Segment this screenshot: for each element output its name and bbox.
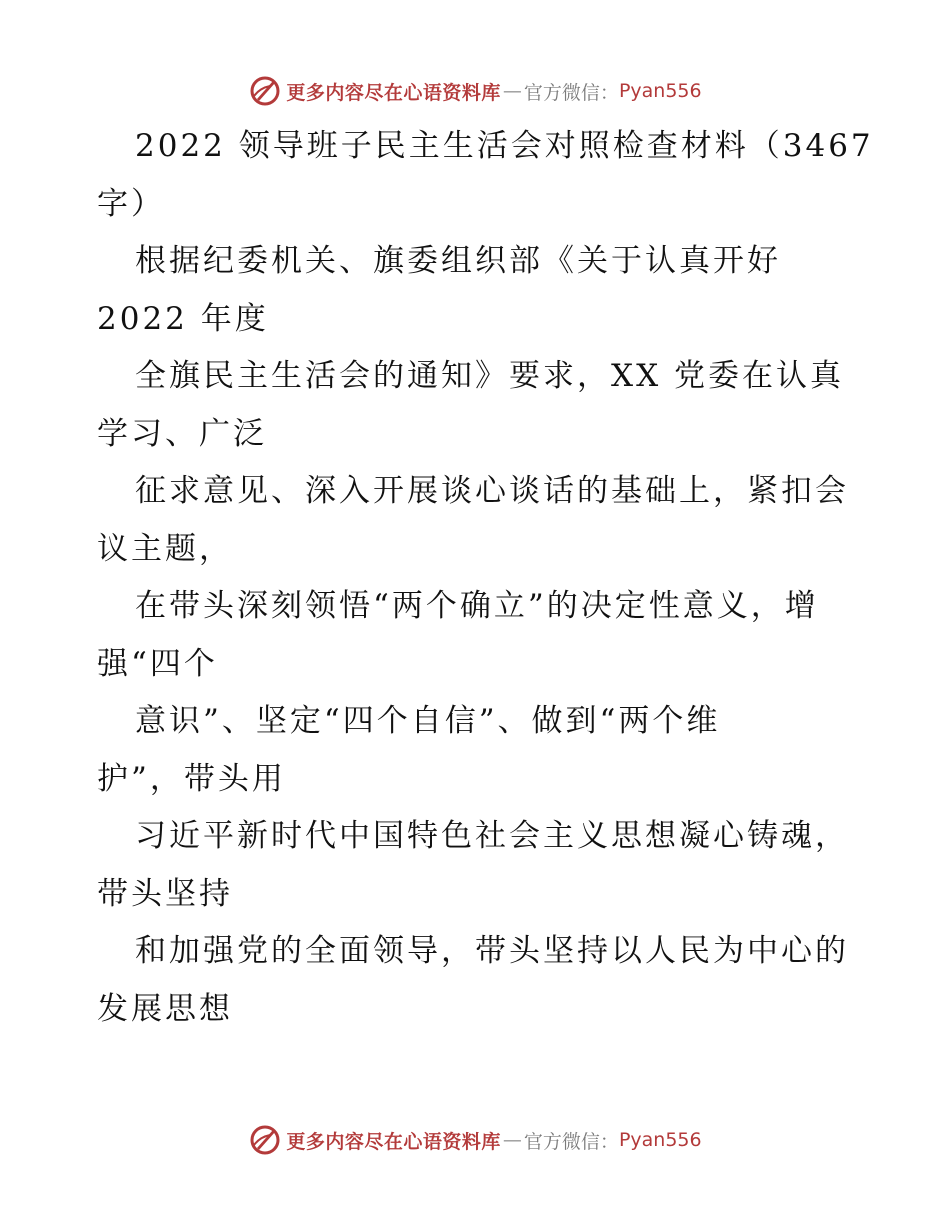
document-line: 在带头深刻领悟“两个确立”的决定性意义，增 — [135, 588, 819, 624]
banner-sub-text: 官方微信： — [523, 1130, 619, 1153]
document-line: 习近平新时代中国特色社会主义思想凝心铸魂， — [135, 818, 849, 854]
banner-main-text: 更多内容尽在心语资料库 — [286, 1130, 501, 1153]
document-line: 2022 年度 — [97, 300, 269, 337]
document-line: 护”，带头用 — [97, 760, 286, 797]
banner-main-text: 更多内容尽在心语资料库 — [286, 81, 501, 104]
document-line: 2022 领导班子民主生活会对照检查材料（3467 — [135, 128, 874, 164]
document-line: 发展思想 — [97, 990, 233, 1027]
document-line: 议主题， — [97, 530, 233, 567]
footer-banner — [0, 1120, 950, 1160]
quill-seal-logo-icon — [248, 74, 282, 108]
document-body — [97, 118, 897, 1038]
document-line: 根据纪委机关、旗委组织部《关于认真开好 — [135, 243, 781, 279]
document-line: 征求意见、深入开展谈心谈话的基础上，紧扣会 — [135, 473, 849, 509]
document-line: 带头坚持 — [97, 875, 233, 912]
document-line: 强“四个 — [97, 645, 218, 682]
document-line: 学习、广泛 — [97, 415, 267, 452]
header-banner — [0, 71, 950, 111]
banner-wechat-id: Pyan556 — [618, 1129, 702, 1151]
banner-sub-text: 官方微信： — [523, 81, 619, 104]
document-line: 字） — [97, 185, 165, 222]
banner-separator: — — [502, 1129, 522, 1151]
document-line: 意识”、坚定“四个自信”、做到“两个维 — [135, 703, 721, 739]
document-line: 和加强党的全面领导，带头坚持以人民为中心的 — [135, 933, 849, 969]
banner-separator: — — [502, 80, 522, 102]
document-line: 全旗民主生活会的通知》要求，XX 党委在认真 — [135, 358, 844, 394]
banner-wechat-id: Pyan556 — [618, 80, 702, 102]
quill-seal-logo-icon — [248, 1123, 282, 1157]
